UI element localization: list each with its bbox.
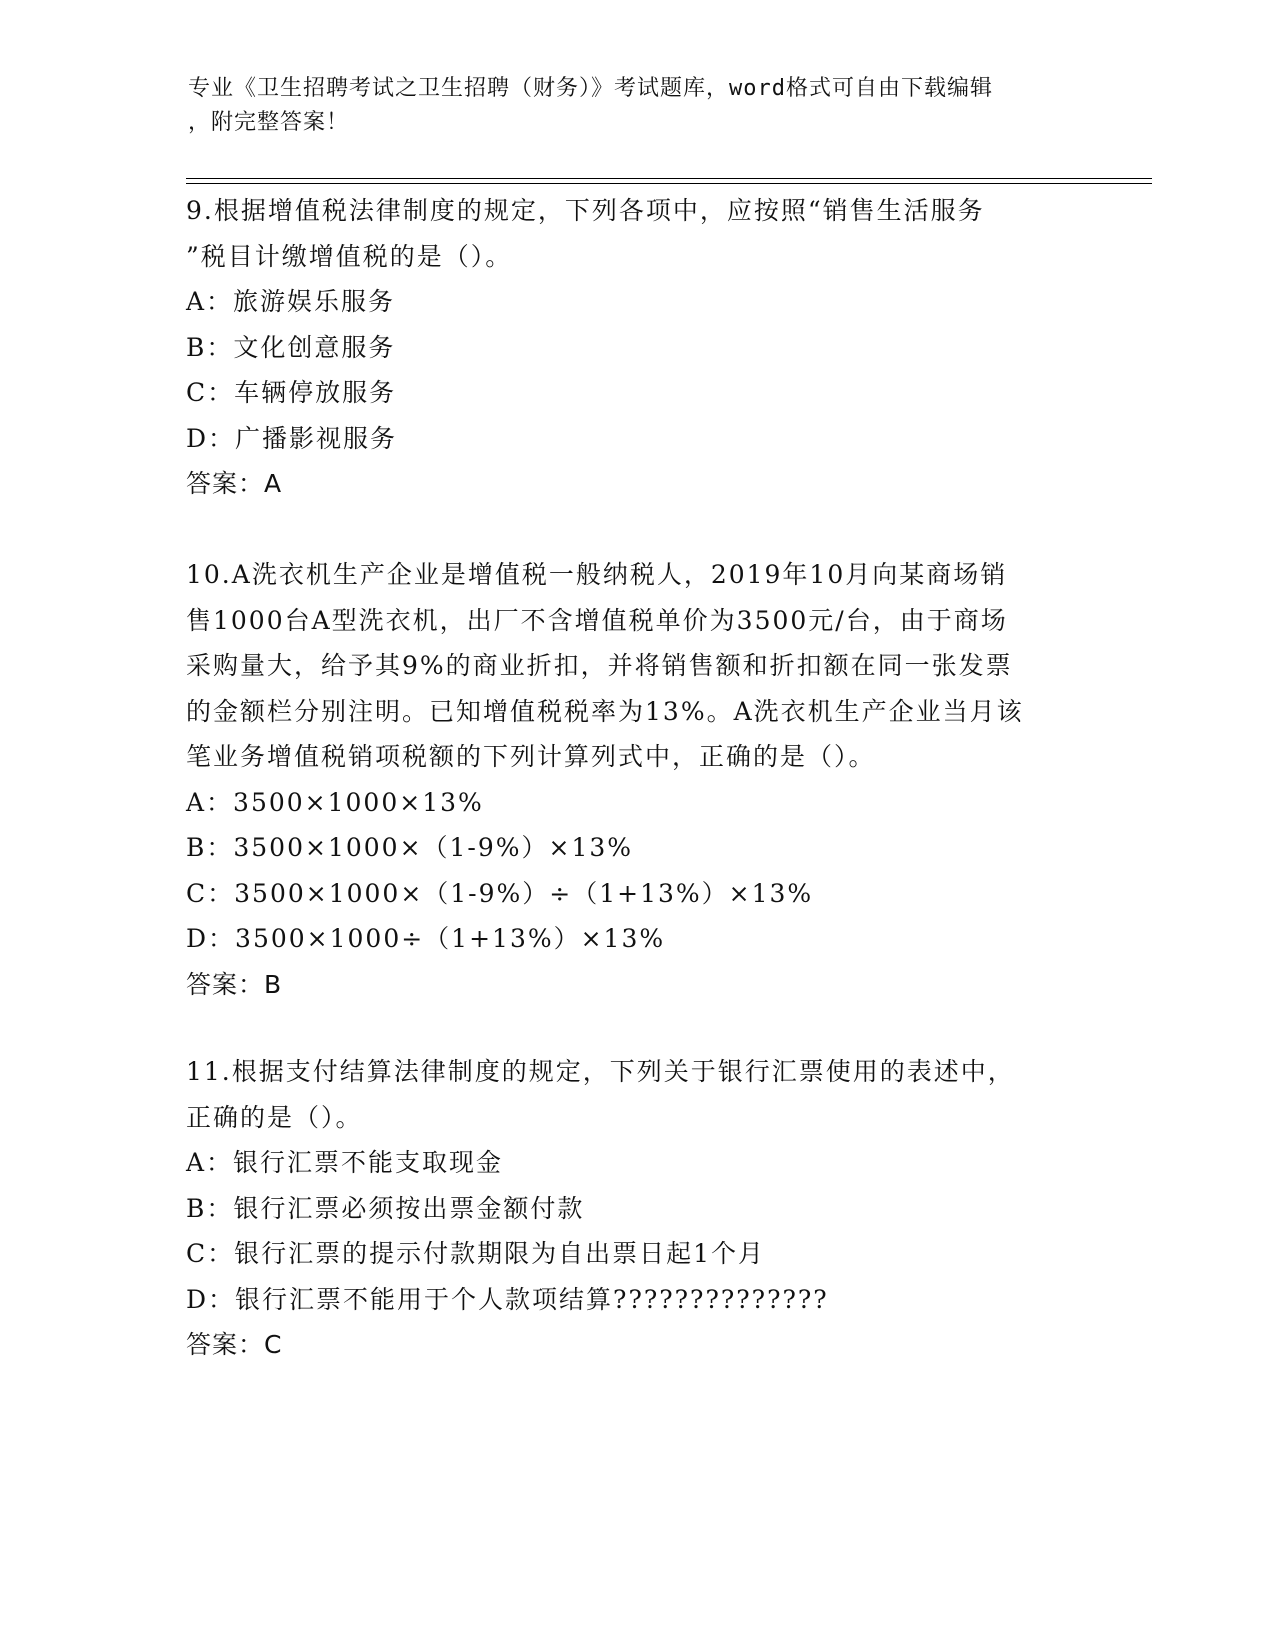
question-stem-line: 的金额栏分别注明。已知增值税税率为13%。A洗衣机生产企业当月该 — [186, 696, 1024, 726]
question-10 — [186, 552, 1086, 1007]
option-c: C：3500×1000×（1-9%）÷（1+13%）×13% — [186, 878, 814, 908]
question-stem-line: ”税目计缴增值税的是（）。 — [186, 241, 513, 271]
question-stem-line: 9.根据增值税法律制度的规定，下列各项中，应按照“销售生活服务 — [186, 196, 985, 225]
option-c: C：银行汇票的提示付款期限为自出票日起1个月 — [186, 1239, 766, 1268]
question-9 — [186, 188, 1086, 507]
answer: 答案：B — [186, 969, 283, 999]
option-a: A：3500×1000×13% — [186, 787, 484, 817]
question-stem-line: 笔业务增值税销项税额的下列计算列式中，正确的是（）。 — [186, 742, 876, 771]
answer: 答案：A — [186, 469, 283, 498]
question-stem-line: 10.A洗衣机生产企业是增值税一般纳税人，2019年10月向某商场销 — [186, 560, 1008, 589]
question-stem-line: 售1000台A型洗衣机，出厂不含增值税单价为3500元/台，由于商场 — [186, 605, 1008, 635]
option-c: C：车辆停放服务 — [186, 378, 397, 407]
header-divider — [186, 178, 1152, 179]
option-b: B：文化创意服务 — [186, 332, 396, 362]
header-line: ，附完整答案！ — [188, 110, 350, 135]
option-a: A：银行汇票不能支取现金 — [186, 1148, 504, 1177]
option-d: D：3500×1000÷（1+13%）×13% — [186, 924, 666, 953]
option-d: D：广播影视服务 — [186, 423, 398, 453]
option-b: B：3500×1000×（1-9%）×13% — [186, 833, 634, 862]
option-d: D：银行汇票不能用于个人款项结算?????????????? — [186, 1284, 829, 1314]
question-stem-line: 正确的是（）。 — [186, 1102, 363, 1132]
option-a: A：旅游娱乐服务 — [186, 287, 396, 316]
question-stem-line: 11.根据支付结算法律制度的规定，下列关于银行汇票使用的表述中， — [186, 1057, 1015, 1086]
answer: 答案：C — [186, 1330, 283, 1359]
header-line: 专业《卫生招聘考试之卫生招聘（财务）》考试题库，word格式可自由下载编辑 — [188, 76, 993, 101]
question-stem-line: 采购量大，给予其9%的商业折扣，并将销售额和折扣额在同一张发票 — [186, 651, 1013, 680]
document-header — [188, 72, 1068, 140]
question-11 — [186, 1049, 1086, 1368]
option-b: B：银行汇票必须按出票金额付款 — [186, 1193, 585, 1223]
header-divider — [186, 183, 1152, 184]
